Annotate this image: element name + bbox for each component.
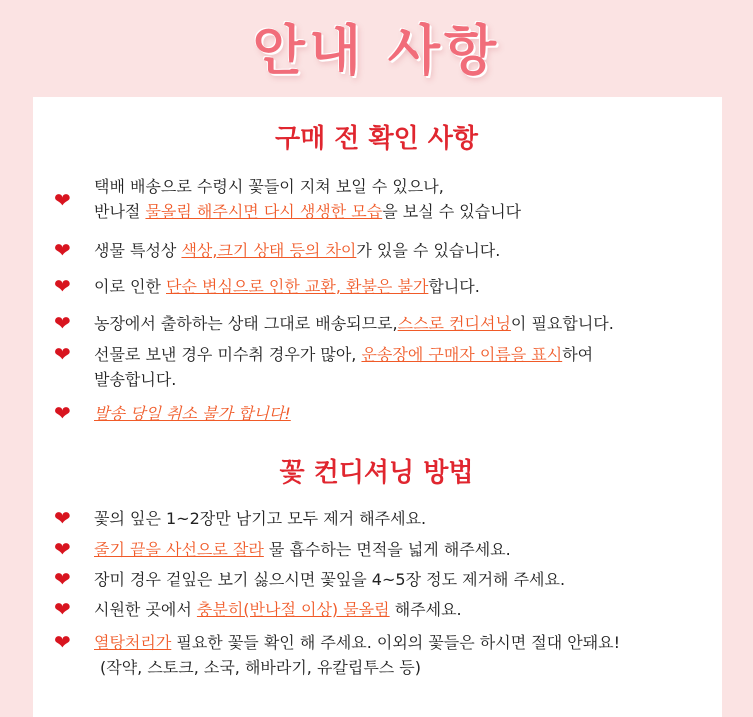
highlight-text: 스스로 컨디셔닝 <box>397 314 511 333</box>
heart-icon: ❤ <box>54 597 71 621</box>
heart-icon: ❤ <box>54 567 71 591</box>
highlight-text: 단순 변심으로 인한 교환, 환불은 불가 <box>166 277 429 296</box>
heart-icon: ❤ <box>54 630 71 654</box>
heart-icon: ❤ <box>54 342 71 366</box>
notice-text: 택배 배송으로 수령시 꽃들이 지쳐 보일 수 있으나, <box>94 177 444 196</box>
heart-icon: ❤ <box>54 506 71 530</box>
section-title-conditioning: 꽃 컨디셔닝 방법 <box>279 458 474 488</box>
section-title-before-purchase: 구매 전 확인 사항 <box>275 124 478 154</box>
highlight-text: 물올림 해주시면 다시 생생한 모습 <box>145 202 383 221</box>
heart-icon: ❤ <box>54 401 71 425</box>
heart-icon: ❤ <box>54 311 71 335</box>
highlight-text: 열탕처리가 <box>94 633 172 652</box>
highlight-text: 발송 당일 취소 불가 합니다! <box>94 404 291 423</box>
heart-icon: ❤ <box>54 188 71 212</box>
page-title: 안내 사항 <box>252 19 501 82</box>
highlight-text: 색상,크기 상태 등의 차이 <box>181 241 357 260</box>
heart-icon: ❤ <box>54 274 71 298</box>
highlight-text: 운송장에 구매자 이름을 표시 <box>361 345 563 364</box>
highlight-text: 줄기 끝을 사선으로 잘라 <box>94 540 264 559</box>
heart-icon: ❤ <box>54 537 71 561</box>
highlight-text: 충분히(반나절 이상) 물올림 <box>196 600 390 619</box>
heart-icon: ❤ <box>54 238 71 262</box>
